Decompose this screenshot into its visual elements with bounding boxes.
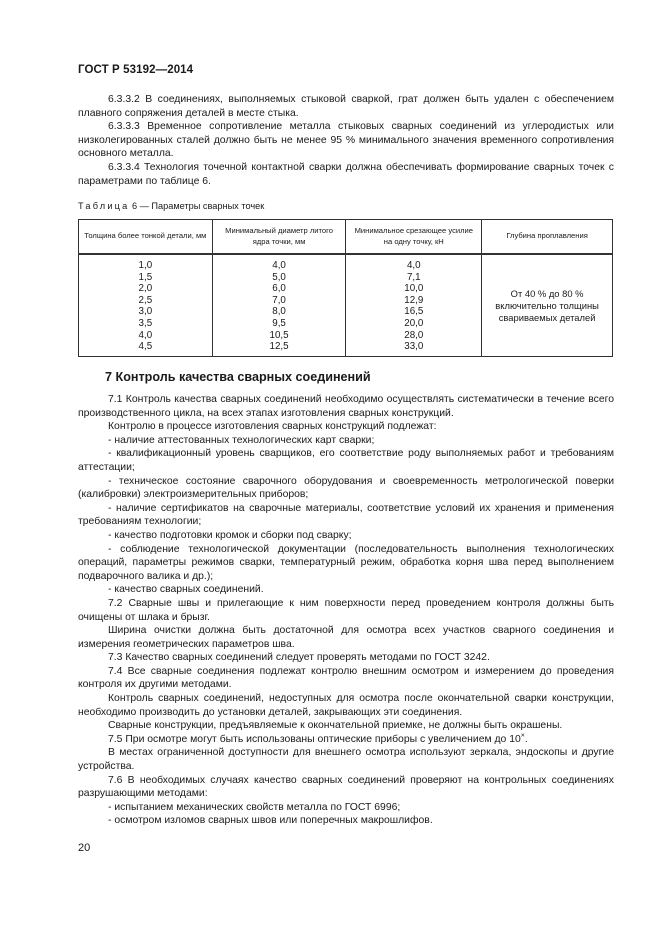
paragraph-6-3-3-2: 6.3.3.2 В соединениях, выполняемых стыковой сваркой, грат должен быть удален с обеспечением плавного сопряжения деталей в месте стыка. [78, 94, 614, 119]
paragraph-no-painting: Сварные конструкции, предъявляемые к окончательной приемке, не должны быть окрашены. [108, 720, 563, 732]
thickness-value: 3,5 [138, 317, 153, 329]
force-value: 16,5 [404, 306, 424, 318]
paragraph-6-3-3-3: 6.3.3.3 Временное сопротивление металла стыковых сварных соединений из углеродистых или низколегированных сталей должно быть не менее 95 % минимального значения временного сопротивления основного металла. [78, 121, 614, 160]
force-value: 10,0 [404, 283, 424, 295]
thickness-value: 2,0 [138, 283, 153, 295]
paragraph-6-3-3-4: 6.3.3.4 Технология точечной контактной сварки должна обеспечивать формирование сварных точек с параметрами по таблице 6. [78, 161, 614, 187]
diameter-values [215, 260, 344, 353]
header-depth: Глубина проплавления [482, 220, 613, 255]
top-paragraphs [78, 93, 614, 188]
thickness-values [81, 260, 210, 353]
diameter-value: 4,0 [272, 260, 286, 271]
force-column [346, 254, 482, 356]
list-item: - испытанием механических свойств металла по ГОСТ 6996; [108, 801, 401, 813]
header-force: Минимальное срезающее усилие на одну точку, кН [346, 220, 482, 255]
list-item: - наличие сертификатов на сварочные материалы, соответствие условий их хранения и применения требованиям технологии; [78, 502, 614, 528]
list-item: - квалификационный уровень сварщиков, его соответствие роду выполняемых работ и требованиям аттестации; [78, 448, 614, 473]
paragraph-7-3: 7.3 Качество сварных соединений следует проверять методами по ГОСТ 3242. [108, 652, 490, 664]
diameter-value: 9,5 [272, 317, 286, 329]
table-caption-title: 6 — Параметры сварных точек [129, 201, 265, 211]
document-header: ГОСТ Р 53192—2014 [78, 64, 194, 76]
diameter-column [212, 254, 346, 356]
magnification-superscript: × [520, 732, 525, 740]
force-value: 33,0 [404, 341, 424, 353]
diameter-value: 7,0 [272, 294, 286, 306]
thickness-value: 4,5 [138, 341, 153, 353]
table-caption-prefix: Таблица [78, 201, 130, 211]
paragraph-7-1: 7.1 Контроль качества сварных соединений необходимо осуществлять систематически в течение всего производственного цикла, на всех этапах изготовления сварных конструкций. [78, 394, 614, 419]
diameter-value: 6,0 [272, 283, 286, 295]
paragraph-7-2: 7.2 Сварные швы и прилегающие к ним поверхности перед проведением контроля должны быть очищены от шлака и брызг. [78, 597, 614, 623]
section-title: 7 Контроль качества сварных соединений [105, 370, 371, 384]
thickness-column [79, 254, 213, 356]
force-values [348, 260, 479, 353]
page-number: 20 [78, 842, 91, 854]
thickness-value: 2,5 [138, 294, 153, 306]
header-thickness: Толщина более тонкой детали, мм [79, 220, 213, 255]
thickness-value: 4,0 [138, 329, 153, 341]
list-item: - осмотром изломов сварных швов или поперечных макрошлифов. [108, 815, 433, 827]
force-value: 12,9 [404, 294, 424, 306]
depth-cell: От 40 % до 80 % включительно толщины свариваемых деталей [482, 254, 613, 356]
paragraph-control-intro: Контролю в процессе изготовления сварных конструкций подлежат: [108, 421, 437, 433]
thickness-value: 3,0 [138, 306, 153, 318]
paragraph-7-6: 7.6 В необходимых случаях качество сварных соединений проверяют на контрольных соединениях разрушающими методами: [78, 774, 614, 800]
paragraph-7-5-text: 7.5 При осмотре могут быть использованы оптические приборы с увеличением до 10 [108, 733, 521, 745]
list-item: - качество сварных соединений. [108, 584, 264, 596]
header-diameter: Минимальный диаметр литого ядра точки, мм [212, 220, 346, 255]
paragraph-inaccessible-control: Контроль сварных соединений, недоступных для осмотра после окончательной сварки конструкции, необходимо производить до установки деталей, закрывающих эти соединения. [78, 693, 614, 718]
paragraph-cleaning-width: Ширина очистки должна быть достаточной для осмотра всех участков сварного соединения и измерения геометрических параметров шва. [78, 625, 614, 650]
table-caption [78, 201, 264, 211]
paragraph-7-5: 7.5 При осмотре могут быть использованы оптические приборы с увеличением до 10×. [108, 732, 528, 745]
diameter-value: 8,0 [272, 306, 286, 318]
list-item: - техническое состояние сварочного оборудования и своевременность метрологической поверки (калибровки) электроизмерительных приборов; [78, 475, 614, 501]
section-7-body [78, 393, 614, 828]
diameter-value: 10,5 [269, 329, 289, 341]
list-item: - наличие аттестованных технологических карт сварки; [108, 434, 375, 446]
force-value: 4,0 [406, 260, 421, 271]
list-item: - качество подготовки кромок и сборки под сварку; [108, 529, 352, 541]
diameter-value: 5,0 [272, 271, 286, 283]
paragraph-7-4: 7.4 Все сварные соединения подлежат контролю внешним осмотром и измерением до проведения контроля их другими методами. [78, 665, 614, 691]
weld-points-table [78, 219, 613, 357]
force-value: 7,1 [406, 271, 421, 283]
force-value: 20,0 [404, 317, 424, 329]
diameter-value: 12,5 [269, 341, 289, 353]
force-value: 28,0 [404, 329, 424, 341]
list-item: - соблюдение технологической документации (последовательность выполнения технологических операций, параметры режимов сварки, температурный режим, обработка корня шва перед выполнением подварочного валика и др.); [78, 543, 614, 582]
thickness-value: 1,0 [138, 260, 153, 271]
paragraph-limited-access: В местах ограниченной доступности для внешнего осмотра используют зеркала, эндоскопы и другие устройства. [78, 747, 614, 773]
thickness-value: 1,5 [138, 271, 153, 283]
